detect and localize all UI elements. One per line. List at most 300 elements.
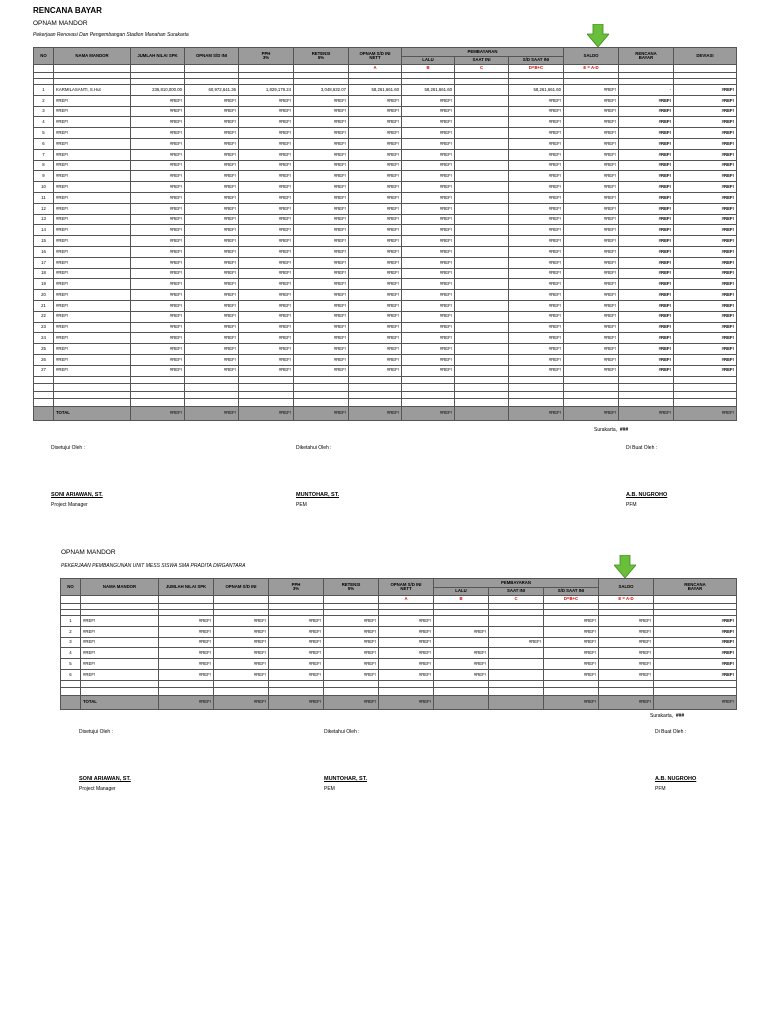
table-cell: #REF! bbox=[131, 225, 185, 236]
table-cell: #REF! bbox=[674, 149, 737, 160]
table-cell: #REF! bbox=[619, 290, 674, 301]
table-cell: #REF! bbox=[509, 257, 564, 268]
table-cell: #REF! bbox=[294, 182, 349, 193]
table-row bbox=[34, 354, 737, 365]
table-cell bbox=[34, 391, 54, 399]
table-cell: #REF! bbox=[239, 138, 294, 149]
table-cell: #REF! bbox=[674, 290, 737, 301]
table-cell: #REF! bbox=[564, 225, 619, 236]
table-cell bbox=[564, 399, 619, 407]
table-cell bbox=[402, 391, 455, 399]
table-cell bbox=[269, 680, 324, 688]
table-cell: 17 bbox=[34, 257, 54, 268]
table-cell: #REF! bbox=[434, 626, 489, 637]
table-cell bbox=[455, 192, 509, 203]
table-cell bbox=[434, 680, 489, 688]
code-a: A bbox=[349, 65, 402, 73]
table-cell: #REF! bbox=[294, 214, 349, 225]
table-cell bbox=[455, 365, 509, 376]
table-cell: #REF! bbox=[294, 171, 349, 182]
table-cell: #REF! bbox=[544, 616, 599, 627]
table-cell: #REF! bbox=[674, 365, 737, 376]
col-sd-saat-ini: S/D SAAT INI bbox=[544, 588, 599, 596]
table-cell: #REF! bbox=[544, 648, 599, 659]
table-cell bbox=[455, 290, 509, 301]
table-cell bbox=[402, 384, 455, 392]
table-cell: #REF! bbox=[54, 365, 131, 376]
table-cell bbox=[455, 257, 509, 268]
col-pembayaran: PEMBAYARAN bbox=[434, 579, 599, 588]
table-cell: #REF! bbox=[674, 236, 737, 247]
table-row bbox=[34, 365, 737, 376]
table-row bbox=[34, 344, 737, 355]
table-cell: #REF! bbox=[131, 257, 185, 268]
table-cell: #REF! bbox=[674, 311, 737, 322]
table-cell: #REF! bbox=[131, 203, 185, 214]
section1-project: Pekerjaan Renovasi Dan Pengembangan Stadion Manahan Surakarta bbox=[33, 32, 189, 38]
table-cell: #REF! bbox=[185, 225, 239, 236]
table-cell: #REF! bbox=[674, 354, 737, 365]
table-cell: #REF! bbox=[564, 344, 619, 355]
table-cell: #REF! bbox=[349, 246, 402, 257]
signatory-3-name: A.B. NUGROHO bbox=[626, 492, 668, 498]
table-cell bbox=[489, 626, 544, 637]
table-cell: #REF! bbox=[239, 322, 294, 333]
signatory-3-role: PFM bbox=[626, 502, 637, 508]
table-cell bbox=[489, 688, 544, 696]
table-cell bbox=[324, 680, 379, 688]
table-cell: #REF! bbox=[294, 322, 349, 333]
table-cell: #REF! bbox=[509, 236, 564, 247]
col-retensi: RETENSI 5% bbox=[294, 48, 349, 65]
table-cell: #REF! bbox=[674, 128, 737, 139]
table-cell: #REF! bbox=[379, 659, 434, 670]
table-cell: #REF! bbox=[674, 300, 737, 311]
table-cell: #REF! bbox=[402, 128, 455, 139]
table-cell: #REF! bbox=[131, 246, 185, 257]
table-cell: #REF! bbox=[434, 669, 489, 680]
table-cell: #REF! bbox=[54, 106, 131, 117]
table-cell: #REF! bbox=[674, 203, 737, 214]
table-cell: #REF! bbox=[239, 268, 294, 279]
table-cell: #REF! bbox=[349, 203, 402, 214]
table-cell: #REF! bbox=[131, 236, 185, 247]
place-date-2: Surakarta, ### bbox=[650, 713, 685, 719]
table-cell: #REF! bbox=[239, 300, 294, 311]
table-cell: #REF! bbox=[599, 669, 654, 680]
table-cell: #REF! bbox=[54, 290, 131, 301]
table-cell: #REF! bbox=[379, 648, 434, 659]
table-cell: #REF! bbox=[294, 192, 349, 203]
table-cell: #REF! bbox=[674, 279, 737, 290]
table-cell: #REF! bbox=[294, 160, 349, 171]
table-cell: #REF! bbox=[81, 659, 159, 670]
table-cell: 58,261,661.60 bbox=[402, 85, 455, 96]
table-cell: #REF! bbox=[131, 117, 185, 128]
table-cell: #REF! bbox=[599, 695, 654, 709]
table-cell: #REF! bbox=[159, 626, 214, 637]
table-cell: #REF! bbox=[54, 246, 131, 257]
table-cell: #REF! bbox=[674, 333, 737, 344]
table-cell: #REF! bbox=[619, 246, 674, 257]
table-cell: #REF! bbox=[294, 311, 349, 322]
table-cell: #REF! bbox=[324, 626, 379, 637]
table-cell: #REF! bbox=[349, 279, 402, 290]
table-cell: #REF! bbox=[509, 322, 564, 333]
table-cell: #REF! bbox=[159, 648, 214, 659]
table-row bbox=[34, 106, 737, 117]
table-cell: #REF! bbox=[239, 225, 294, 236]
table-cell: #REF! bbox=[349, 406, 402, 420]
table-cell: - bbox=[619, 85, 674, 96]
col-lalu: LALU bbox=[402, 57, 455, 65]
col-sd-saat-ini: S/D SAAT INI bbox=[509, 57, 564, 65]
table-cell: 5 bbox=[34, 128, 54, 139]
table-cell: #REF! bbox=[509, 192, 564, 203]
table-cell: #REF! bbox=[674, 138, 737, 149]
table-row bbox=[34, 311, 737, 322]
signatory-1-role: Project Manager bbox=[51, 502, 88, 508]
table-cell: #REF! bbox=[54, 268, 131, 279]
col-pph: PPH 3% bbox=[239, 48, 294, 65]
table-cell: #REF! bbox=[81, 669, 159, 680]
table-cell: #REF! bbox=[619, 95, 674, 106]
table-cell bbox=[54, 399, 131, 407]
table-cell bbox=[489, 669, 544, 680]
table-cell: #REF! bbox=[379, 626, 434, 637]
code-a: A bbox=[379, 596, 434, 604]
table-cell: #REF! bbox=[54, 128, 131, 139]
table-cell: #REF! bbox=[239, 106, 294, 117]
col-spk: JUMLAH NILAI SPK bbox=[159, 579, 214, 596]
table-cell bbox=[674, 399, 737, 407]
table-cell: #REF! bbox=[81, 637, 159, 648]
table-cell: #REF! bbox=[509, 203, 564, 214]
table-row bbox=[34, 300, 737, 311]
table-cell bbox=[159, 688, 214, 696]
table-cell bbox=[564, 376, 619, 384]
table-cell: #REF! bbox=[159, 637, 214, 648]
table-cell bbox=[294, 384, 349, 392]
table-cell: #REF! bbox=[674, 214, 737, 225]
table-cell: #REF! bbox=[185, 333, 239, 344]
table-cell bbox=[185, 391, 239, 399]
table-cell: #REF! bbox=[674, 406, 737, 420]
table-cell: #REF! bbox=[54, 322, 131, 333]
table-cell: #REF! bbox=[81, 616, 159, 627]
table-cell bbox=[131, 384, 185, 392]
table-cell: #REF! bbox=[619, 236, 674, 247]
table-cell: #REF! bbox=[185, 279, 239, 290]
table-cell: #REF! bbox=[544, 669, 599, 680]
col-rencana: RENCANA BAYAR bbox=[619, 48, 674, 65]
col-saldo: SALDO bbox=[599, 579, 654, 596]
table-cell: #REF! bbox=[509, 333, 564, 344]
col-lalu: LALU bbox=[434, 588, 489, 596]
table-cell: #REF! bbox=[239, 246, 294, 257]
table-cell: TOTAL bbox=[54, 406, 131, 420]
table-cell: #REF! bbox=[185, 300, 239, 311]
table-cell: #REF! bbox=[402, 268, 455, 279]
table-cell: #REF! bbox=[619, 128, 674, 139]
made-by-1: Di Buat Oleh : bbox=[626, 445, 658, 451]
code-e: E = A-D bbox=[599, 596, 654, 604]
table-cell: #REF! bbox=[185, 268, 239, 279]
table-cell: #REF! bbox=[159, 669, 214, 680]
table-row bbox=[34, 322, 737, 333]
table-cell: #REF! bbox=[54, 182, 131, 193]
table-cell: #REF! bbox=[402, 257, 455, 268]
table-cell: #REF! bbox=[239, 182, 294, 193]
made-by-2: Di Buat Oleh : bbox=[655, 729, 687, 735]
table-cell bbox=[455, 344, 509, 355]
table-cell: #REF! bbox=[214, 637, 269, 648]
table-cell bbox=[619, 376, 674, 384]
table-cell: #REF! bbox=[564, 290, 619, 301]
table-cell: #REF! bbox=[185, 246, 239, 257]
table-cell: #REF! bbox=[402, 138, 455, 149]
table-row bbox=[34, 203, 737, 214]
table-cell: 18 bbox=[34, 268, 54, 279]
table-cell: #REF! bbox=[185, 311, 239, 322]
table-cell: #REF! bbox=[564, 203, 619, 214]
table-cell bbox=[455, 354, 509, 365]
table-cell: #REF! bbox=[294, 268, 349, 279]
table-row bbox=[34, 149, 737, 160]
table-row bbox=[61, 669, 737, 680]
table-cell: #REF! bbox=[564, 149, 619, 160]
section2-project: PEKERJAAN PEMBANGUNAN UNIT MESS SISWA SMA PRADITA DIRGANTARA bbox=[61, 563, 246, 569]
table-cell bbox=[455, 138, 509, 149]
table-cell: #REF! bbox=[185, 106, 239, 117]
table-cell: #REF! bbox=[402, 106, 455, 117]
table-cell bbox=[269, 688, 324, 696]
table-cell: #REF! bbox=[564, 354, 619, 365]
table-cell: #REF! bbox=[294, 225, 349, 236]
total-row bbox=[34, 406, 737, 420]
table-cell: #REF! bbox=[294, 344, 349, 355]
table-cell bbox=[455, 246, 509, 257]
table-cell bbox=[61, 695, 81, 709]
table-cell: #REF! bbox=[599, 659, 654, 670]
table-cell: #REF! bbox=[269, 669, 324, 680]
table-cell: #REF! bbox=[131, 279, 185, 290]
table-cell: #REF! bbox=[131, 268, 185, 279]
table-cell: 23 bbox=[34, 322, 54, 333]
table-row bbox=[34, 138, 737, 149]
table-cell: #REF! bbox=[674, 257, 737, 268]
table-cell: #REF! bbox=[509, 406, 564, 420]
table-cell bbox=[131, 399, 185, 407]
table-cell: #REF! bbox=[509, 246, 564, 257]
table-cell bbox=[455, 399, 509, 407]
table-cell bbox=[185, 399, 239, 407]
table-cell bbox=[455, 117, 509, 128]
table-cell: #REF! bbox=[349, 117, 402, 128]
table-cell: #REF! bbox=[674, 106, 737, 117]
table-cell: #REF! bbox=[402, 322, 455, 333]
table-cell: #REF! bbox=[54, 279, 131, 290]
col-retensi: RETENSI 5% bbox=[324, 579, 379, 596]
table-cell: #REF! bbox=[239, 236, 294, 247]
table-cell: 20 bbox=[34, 290, 54, 301]
code-c: C bbox=[489, 596, 544, 604]
code-d: D=B+C bbox=[509, 65, 564, 73]
table-cell: #REF! bbox=[674, 225, 737, 236]
table-cell: #REF! bbox=[599, 648, 654, 659]
table-cell: #REF! bbox=[214, 648, 269, 659]
table-cell bbox=[34, 406, 54, 420]
table-cell: 5 bbox=[61, 659, 81, 670]
table-cell bbox=[434, 695, 489, 709]
table-cell bbox=[455, 333, 509, 344]
table-cell bbox=[239, 376, 294, 384]
table-cell bbox=[509, 391, 564, 399]
table-cell bbox=[489, 659, 544, 670]
table-cell: #REF! bbox=[239, 214, 294, 225]
table-cell: #REF! bbox=[54, 117, 131, 128]
table-cell: #REF! bbox=[349, 106, 402, 117]
table-cell bbox=[455, 268, 509, 279]
table-cell: #REF! bbox=[564, 311, 619, 322]
table-cell bbox=[455, 149, 509, 160]
table-row bbox=[34, 290, 737, 301]
table-cell bbox=[455, 106, 509, 117]
table-cell: #REF! bbox=[564, 236, 619, 247]
table-cell: #REF! bbox=[131, 333, 185, 344]
table-cell: #REF! bbox=[654, 637, 737, 648]
table-cell: #REF! bbox=[349, 344, 402, 355]
table-cell bbox=[434, 616, 489, 627]
table-cell bbox=[34, 376, 54, 384]
table-cell: #REF! bbox=[544, 637, 599, 648]
table-cell: #REF! bbox=[324, 616, 379, 627]
table-cell: #REF! bbox=[544, 695, 599, 709]
table-cell: #REF! bbox=[402, 354, 455, 365]
table-cell: #REF! bbox=[599, 616, 654, 627]
table-cell: #REF! bbox=[294, 106, 349, 117]
table-row bbox=[34, 214, 737, 225]
table-row bbox=[61, 648, 737, 659]
table-cell: #REF! bbox=[564, 365, 619, 376]
table-cell bbox=[455, 376, 509, 384]
table-cell: #REF! bbox=[81, 648, 159, 659]
signatory-1-role: Project Manager bbox=[79, 786, 116, 792]
col-nett: OPNAM S/D INI NETT bbox=[379, 579, 434, 596]
table-cell: #REF! bbox=[402, 365, 455, 376]
table-cell: #REF! bbox=[54, 225, 131, 236]
table-cell bbox=[131, 391, 185, 399]
table-cell: 21 bbox=[34, 300, 54, 311]
col-saldo: SALDO bbox=[564, 48, 619, 65]
table-cell: #REF! bbox=[239, 290, 294, 301]
table-cell: 26 bbox=[34, 354, 54, 365]
table-cell: #REF! bbox=[619, 149, 674, 160]
table-cell: #REF! bbox=[294, 203, 349, 214]
table-row bbox=[34, 268, 737, 279]
signatory-2-role: PEM bbox=[296, 502, 307, 508]
table-cell: #REF! bbox=[509, 214, 564, 225]
table-cell: #REF! bbox=[509, 138, 564, 149]
table-cell: #REF! bbox=[131, 149, 185, 160]
table-cell: #REF! bbox=[509, 311, 564, 322]
table-cell: #REF! bbox=[619, 279, 674, 290]
col-spk: JUMLAH NILAI SPK bbox=[131, 48, 185, 65]
table-cell: #REF! bbox=[564, 138, 619, 149]
table-cell: #REF! bbox=[214, 659, 269, 670]
table-cell: #REF! bbox=[294, 354, 349, 365]
table-cell: 11 bbox=[34, 192, 54, 203]
table-cell: #REF! bbox=[131, 192, 185, 203]
table-cell bbox=[455, 384, 509, 392]
table-cell: #REF! bbox=[489, 637, 544, 648]
table-cell: #REF! bbox=[131, 171, 185, 182]
table-cell bbox=[455, 225, 509, 236]
table-cell bbox=[509, 384, 564, 392]
table-row bbox=[34, 225, 737, 236]
table-cell bbox=[349, 391, 402, 399]
table-cell: #REF! bbox=[402, 203, 455, 214]
table-cell: #REF! bbox=[349, 225, 402, 236]
table-cell: #REF! bbox=[619, 257, 674, 268]
table-cell: #REF! bbox=[185, 117, 239, 128]
table-cell: #REF! bbox=[214, 626, 269, 637]
table-row bbox=[34, 279, 737, 290]
table-cell bbox=[239, 391, 294, 399]
table-cell: #REF! bbox=[54, 257, 131, 268]
table-cell: #REF! bbox=[674, 160, 737, 171]
table-cell bbox=[455, 236, 509, 247]
table-cell: #REF! bbox=[349, 192, 402, 203]
table-cell: 1,829,179.24 bbox=[239, 85, 294, 96]
table-cell: #REF! bbox=[564, 322, 619, 333]
table-cell: #REF! bbox=[349, 182, 402, 193]
table-cell bbox=[81, 680, 159, 688]
table-cell: #REF! bbox=[619, 333, 674, 344]
table-row bbox=[61, 626, 737, 637]
table-cell: #REF! bbox=[619, 192, 674, 203]
table-cell: #REF! bbox=[619, 354, 674, 365]
table-cell: #REF! bbox=[54, 214, 131, 225]
table-cell: #REF! bbox=[239, 354, 294, 365]
table-row bbox=[34, 160, 737, 171]
table-cell: #REF! bbox=[349, 214, 402, 225]
table-cell: #REF! bbox=[349, 138, 402, 149]
table-cell: #REF! bbox=[619, 214, 674, 225]
table-cell: 15 bbox=[34, 236, 54, 247]
table-cell: 58,261,661.60 bbox=[509, 85, 564, 96]
table-cell: #REF! bbox=[599, 626, 654, 637]
table-cell bbox=[489, 680, 544, 688]
opnam-table-1 bbox=[33, 47, 737, 421]
table-cell: #REF! bbox=[185, 192, 239, 203]
col-saat-ini: SAAT INI bbox=[489, 588, 544, 596]
col-no: NO bbox=[34, 48, 54, 65]
table-cell: #REF! bbox=[294, 290, 349, 301]
table-cell: #REF! bbox=[564, 257, 619, 268]
table-cell bbox=[674, 376, 737, 384]
table-cell: #REF! bbox=[509, 225, 564, 236]
table-cell: #REF! bbox=[185, 322, 239, 333]
table-cell bbox=[61, 688, 81, 696]
table-cell: #REF! bbox=[214, 669, 269, 680]
table-cell: 10 bbox=[34, 182, 54, 193]
table-cell: #REF! bbox=[131, 106, 185, 117]
table-cell: #REF! bbox=[185, 160, 239, 171]
table-cell: #REF! bbox=[402, 95, 455, 106]
table-row bbox=[34, 117, 737, 128]
table-cell: #REF! bbox=[185, 365, 239, 376]
